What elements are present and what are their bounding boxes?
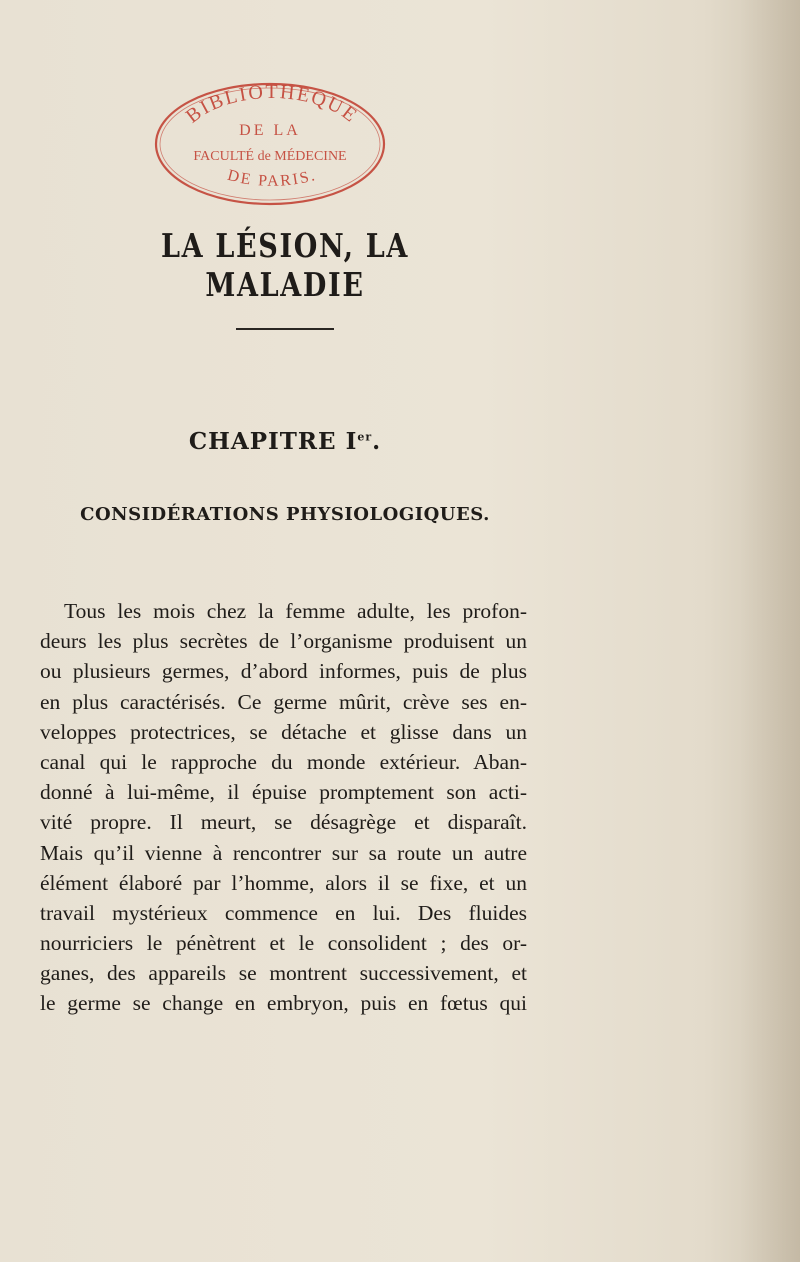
section-heading: CONSIDÉRATIONS PHYSIOLOGIQUES. (80, 504, 490, 525)
body-line: vité propre. Il meurt, se désagrège et disparaît. (40, 810, 527, 835)
page-edge-shadow (740, 0, 800, 1262)
body-line: Tous les mois chez la femme adulte, les profon- (64, 599, 527, 623)
body-line: canal qui le rapproche du monde extérieur. Aban- (40, 749, 527, 774)
svg-text:DE PARIS. (226, 167, 319, 190)
chapter-period: . (372, 428, 382, 455)
chapter-superscript: er (357, 430, 373, 444)
body-line: le germe se change en embryon, puis en fœtus qui (40, 991, 527, 1016)
body-line: ganes, des appareils se montrent successivement, et (40, 961, 527, 986)
body-paragraph (40, 596, 527, 1019)
body-line: nourriciers le pénètrent et le consolident ; des or- (40, 931, 527, 956)
body-line: élément élaboré par l’homme, alors il se fixe, et un (40, 870, 527, 895)
body-line: ou plusieurs germes, d’abord informes, puis de plus (40, 659, 527, 684)
body-line: travail mystérieux commence en lui. Des fluides (40, 900, 527, 925)
body-line: en plus caractérisés. Ce germe mûrit, crève ses en- (40, 689, 527, 714)
chapter-label: CHAPITRE I (188, 428, 358, 455)
body-line: deurs les plus secrètes de l’organisme produisent un (40, 629, 527, 654)
body-line: Mais qu’il vienne à rencontrer sur sa route un autre (40, 840, 527, 865)
stamp-line-2: DE LA (239, 122, 301, 139)
library-stamp (152, 80, 387, 208)
stamp-line-3: FACULTÉ de MÉDECINE (193, 149, 347, 164)
body-line: veloppes protectrices, se détache et glisse dans un (40, 719, 527, 744)
chapter-heading (40, 428, 530, 455)
svg-text:BIBLIOTHEQUE (182, 81, 362, 128)
stamp-line-4: DE PARIS. (225, 166, 319, 190)
title-divider (236, 328, 334, 330)
stamp-line-1: BIBLIOTHEQUE (181, 80, 363, 128)
page-title: LA LÉSION, LA MALADIE (160, 226, 410, 304)
body-line: donné à lui-même, il épuise promptement son acti- (40, 780, 527, 805)
